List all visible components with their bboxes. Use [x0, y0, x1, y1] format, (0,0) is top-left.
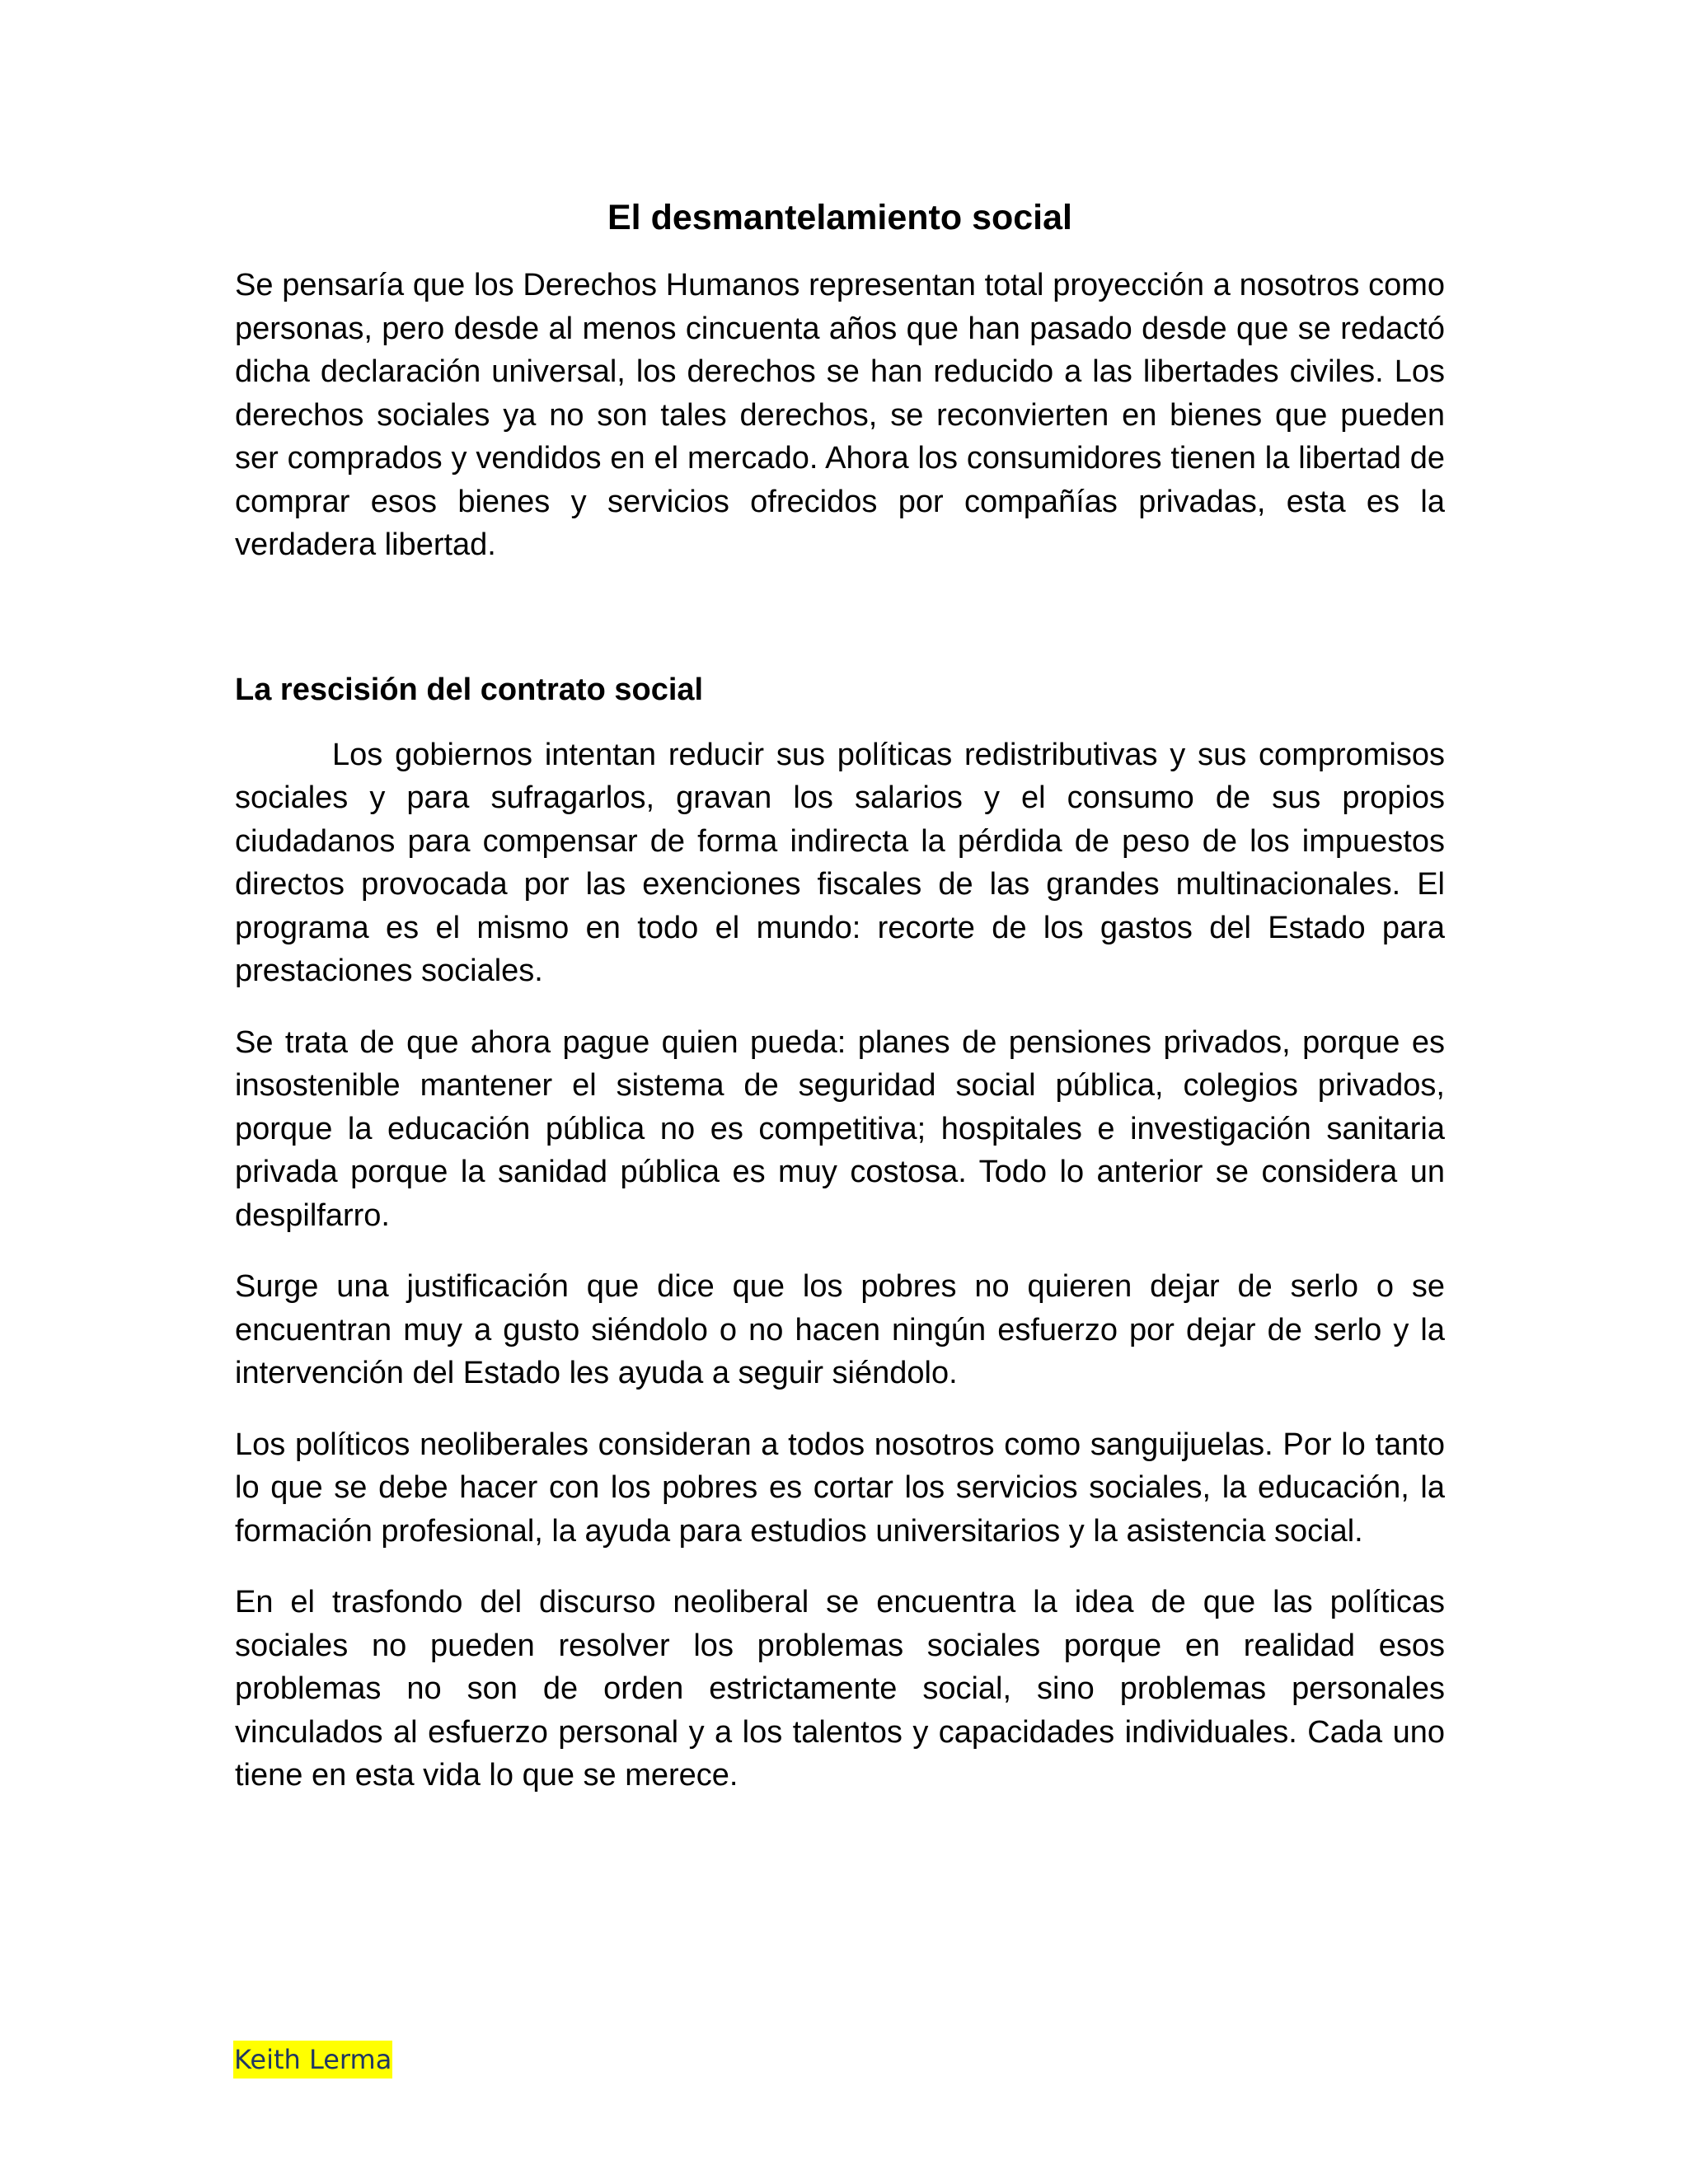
- section-paragraph: En el trasfondo del discurso neoliberal se encuentra la idea de que las políticas sociales no pueden resolver los problemas sociales porque en realidad esos problemas no son de orden estrictamente social, sino problemas personales vinculados al esfuerzo personal y a los talentos y capacidades individuales. Cada uno tiene en esta vida lo que se merece.: [235, 1585, 1445, 1793]
- section-paragraph: Los gobiernos intentan reducir sus políticas redistributivas y sus compromisos sociales y para sufragarlos, gravan los salarios y el consumo de sus propios ciudadanos para compensar de forma indirecta la pérdida de peso de los impuestos directos provocada por las exenciones fiscales de las grandes multinacionales. El programa es el mismo en todo el mundo: recorte de los gastos del Estado para prestaciones sociales.: [235, 737, 1445, 988]
- document-title: El desmantelamiento social: [607, 198, 1072, 237]
- section-paragraph: Los políticos neoliberales consideran a todos nosotros como sanguijuelas. Por lo tanto lo que se debe hacer con los pobres es cortar los servicios sociales, la educación, la formación profesional, la ayuda para estudios universitarios y la asistencia social.: [235, 1427, 1445, 1549]
- section-paragraph: Se trata de que ahora pague quien pueda: planes de pensiones privados, porque es insostenible mantener el sistema de seguridad social pública, colegios privados, porque la educación pública no es competitiva; hospitales e investigación sanitaria privada porque la sanidad pública es muy costosa. Todo lo anterior se considera un despilfarro.: [235, 1024, 1445, 1233]
- intro-paragraph: Se pensaría que los Derechos Humanos representan total proyección a nosotros como personas, pero desde al menos cincuenta años que han pasado desde que se redactó dicha declaración universal, los derechos se han reducido a las libertades civiles. Los derechos sociales ya no son tales derechos, se reconvierten en bienes que pueden ser comprados y vendidos en el mercado. Ahora los consumidores tienen la libertad de comprar esos bienes y servicios ofrecidos por compañías privadas, esta es la verdadera libertad.: [235, 268, 1445, 562]
- section-paragraph: Surge una justificación que dice que los pobres no quieren dejar de serlo o se encuentran muy a gusto siéndolo o no hacen ningún esfuerzo por dejar de serlo y la intervención del Estado les ayuda a seguir siéndolo.: [235, 1269, 1445, 1390]
- author-name: Keith Lerma: [233, 2041, 392, 2079]
- section-heading: La rescisión del contrato social: [235, 672, 704, 707]
- document-body: [235, 193, 1445, 1797]
